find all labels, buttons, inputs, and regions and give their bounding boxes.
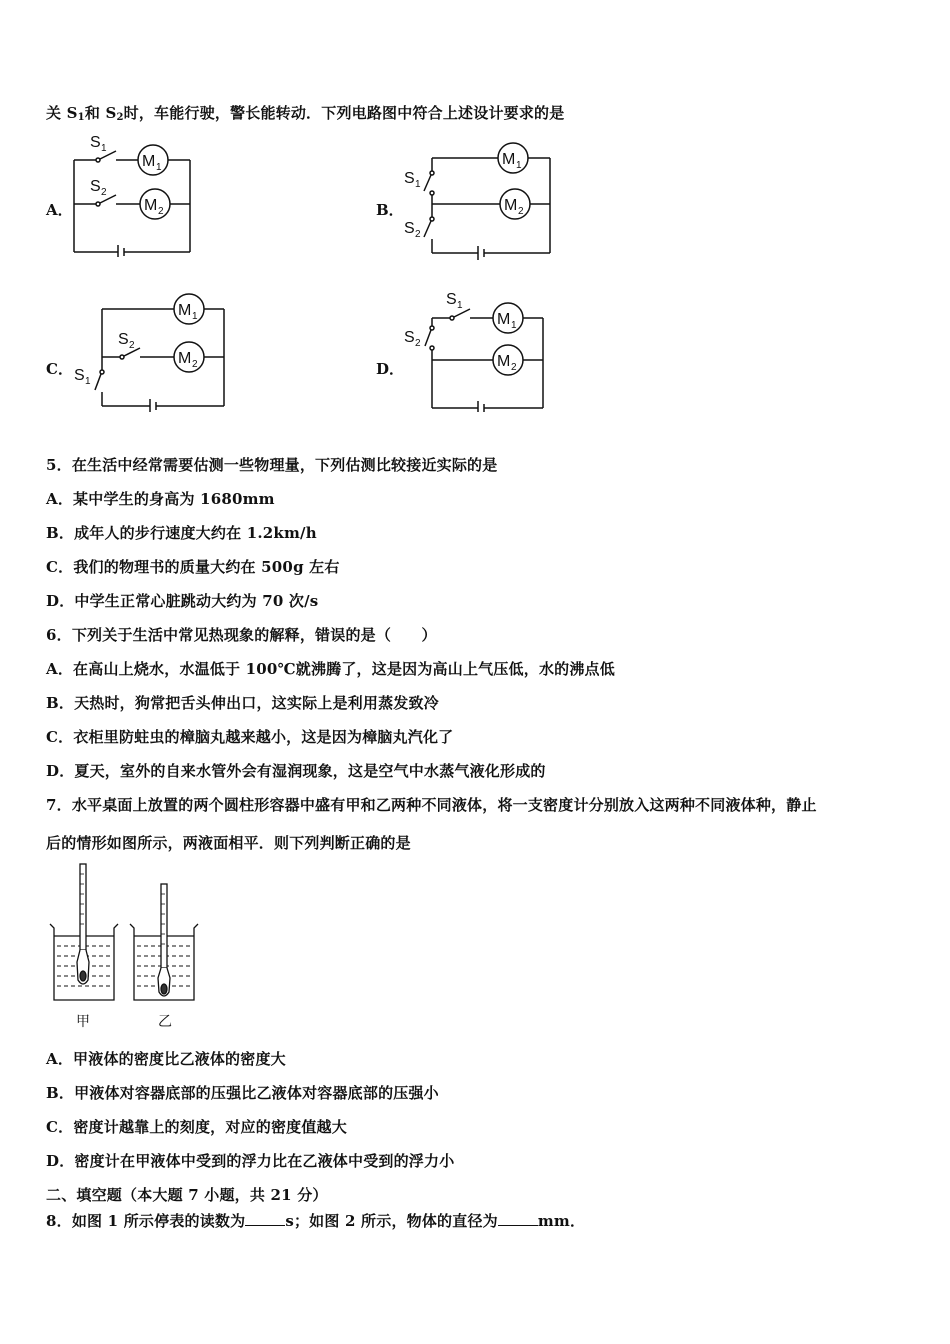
hydrometer-figure [46, 862, 216, 1032]
q5-option-c: C．我们的物理书的质量大约在 500g 左右 [46, 558, 340, 576]
circuit-c-m1: M [178, 302, 192, 319]
q6-option-c: C．衣柜里防蛀虫的樟脑丸越来越小，这是因为樟脑丸汽化了 [46, 728, 454, 746]
circuit-b-m2: M [504, 197, 518, 214]
svg-text:1: 1 [516, 160, 522, 171]
circuit-a-diagram [70, 132, 200, 257]
circuit-a-label: A． [46, 201, 73, 219]
intro-line: 关 $S_1$和 $S_2$时，车能行驶，警长能转动．下列电路图中符合上述设计要求的是 [46, 104, 565, 123]
circuit-b-diagram [400, 135, 560, 260]
q7-option-a: A．甲液体的密度比乙液体的密度大 [46, 1050, 286, 1068]
circuit-a-m1: M [142, 153, 156, 170]
svg-text:1: 1 [101, 143, 107, 154]
circuit-b-label: B． [376, 201, 404, 219]
circuit-d-s2: S [404, 329, 415, 346]
circuit-a-s1: S [90, 134, 101, 151]
svg-text:1: 1 [85, 376, 91, 387]
q8-blank-diameter[interactable] [498, 1213, 538, 1226]
circuit-c-s2: S [118, 331, 129, 348]
circuit-d-m2: M [497, 353, 511, 370]
svg-text:2: 2 [415, 229, 421, 240]
svg-text:1: 1 [156, 162, 162, 173]
circuit-c-m2: M [178, 350, 192, 367]
q7-stem-line2: 后的情形如图所示，两液面相平．则下列判断正确的是 [46, 834, 411, 852]
circuit-d-s1: S [446, 291, 457, 308]
circuit-c-label: C． [46, 360, 73, 378]
q5-stem: 5．在生活中经常需要估测一些物理量，下列估测比较接近实际的是 [46, 456, 498, 474]
fig-label-jia: 甲 [76, 1013, 90, 1029]
section-heading: 二、填空题（本大题 7 小题，共 21 分） [46, 1186, 328, 1204]
svg-text:1: 1 [457, 300, 463, 311]
svg-text:2: 2 [129, 340, 135, 351]
q7-option-d: D．密度计在甲液体中受到的浮力比在乙液体中受到的浮力小 [46, 1152, 455, 1170]
svg-text:2: 2 [101, 187, 107, 198]
circuit-b-s2: S [404, 220, 415, 237]
svg-text:1: 1 [511, 320, 517, 331]
circuit-d-diagram [400, 290, 560, 412]
q5-option-d: D．中学生正常心脏跳动大约为 70 次/s [46, 592, 319, 610]
q7-stem-line1: 7．水平桌面上放置的两个圆柱形容器中盛有甲和乙两种不同液体，将一支密度计分别放入这两种不同液体种，静止 [46, 796, 817, 814]
circuit-d-m1: M [497, 311, 511, 328]
fig-label-yi: 乙 [158, 1013, 172, 1029]
svg-text:2: 2 [158, 206, 164, 217]
q6-stem: 6．下列关于生活中常见热现象的解释，错误的是（ ） [46, 626, 437, 644]
circuit-a-m2: M [144, 197, 158, 214]
q6-option-d: D．夏天，室外的自来水管外会有湿润现象，这是空气中水蒸气液化形成的 [46, 762, 546, 780]
svg-text:2: 2 [511, 362, 517, 373]
q6-option-a: A．在高山上烧水，水温低于 100℃就沸腾了，这是因为高山上气压低，水的沸点低 [46, 660, 615, 678]
circuit-b-m1: M [502, 151, 516, 168]
svg-text:1: 1 [192, 311, 198, 322]
svg-text:2: 2 [518, 206, 524, 217]
q8-line: 8．如图 1 所示停表的读数为 s；如图 2 所示，物体的直径为 mm． [46, 1212, 586, 1230]
circuit-c-s1: S [74, 367, 85, 384]
q5-option-a: A．某中学生的身高为 1680mm [46, 490, 275, 508]
q7-option-b: B．甲液体对容器底部的压强比乙液体对容器底部的压强小 [46, 1084, 439, 1102]
q5-option-b: B．成年人的步行速度大约在 1.2km/h [46, 524, 317, 542]
circuit-a-s2: S [90, 178, 101, 195]
q7-option-c: C．密度计越靠上的刻度，对应的密度值越大 [46, 1118, 347, 1136]
circuit-b-s1: S [404, 170, 415, 187]
q6-option-b: B．天热时，狗常把舌头伸出口，这实际上是利用蒸发致冷 [46, 694, 439, 712]
q8-blank-time[interactable] [245, 1213, 285, 1226]
svg-text:1: 1 [415, 179, 421, 190]
svg-text:2: 2 [415, 338, 421, 349]
circuit-c-diagram [70, 292, 230, 412]
svg-text:2: 2 [192, 359, 198, 370]
circuit-d-label: D． [376, 360, 405, 378]
